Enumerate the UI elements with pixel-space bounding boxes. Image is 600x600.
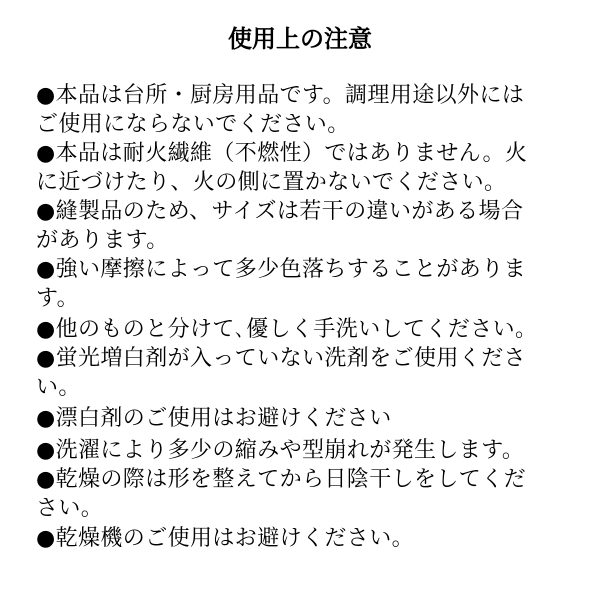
note-line: ●本品は耐火繊維（不燃性）ではありません。火 [36,141,528,166]
note-line: ご使用にならないでください。 [36,112,350,137]
note-line: ●乾燥機のご使用はお避けください。 [36,526,414,551]
note-line: す。 [36,286,80,311]
note-line: ●縫製品のため、サイズは若干の違いがある場合 [36,199,524,224]
page-title: 使用上の注意 [228,25,372,53]
note-line: ●漂白剤のご使用はお避けください [36,406,392,431]
note-line: ●乾燥の際は形を整えてから日陰干しをしてくだ [36,467,526,492]
note-line: があります。 [36,228,169,253]
note-line: に近づけたり、火の側に置かないでください。 [36,170,507,195]
note-line: ●他のものと分けて､優しく手洗いしてください。 [36,317,538,342]
note-line: い。 [36,375,81,400]
note-line: ●本品は台所・厨房用品です。調理用途以外には [36,83,525,108]
note-line: ●強い摩擦によって多少色落ちすることがありま [36,257,526,282]
note-line: さい。 [36,496,104,521]
note-line: ●洗濯により多少の縮みや型崩れが発生します。 [36,438,525,463]
note-line: ●蛍光増白剤が入っていない洗剤をご使用くださ [36,346,526,371]
